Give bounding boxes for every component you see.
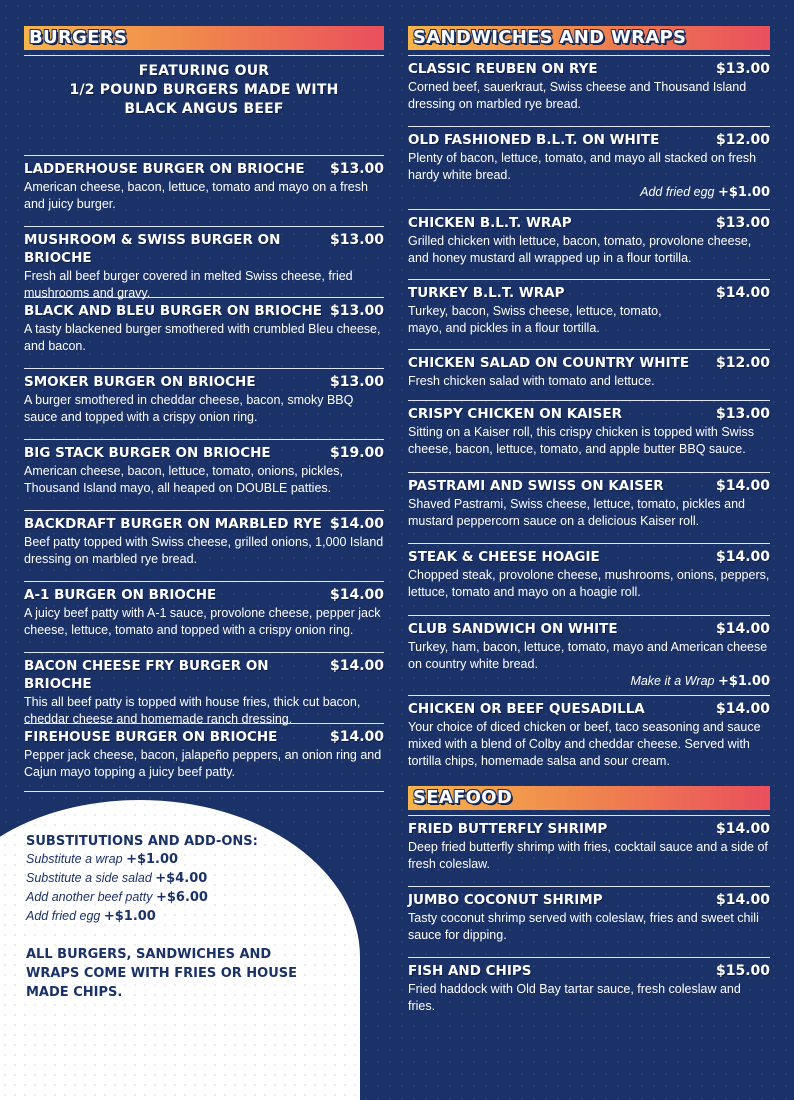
menu-item — [24, 724, 384, 792]
item-description: This all beef patty is topped with house fries, thick cut bacon, cheddar cheese and homemade ranch dressing. — [24, 695, 361, 726]
menu-item — [408, 958, 770, 1013]
item-price: $13.00 — [329, 232, 384, 248]
item-price: $13.00 — [329, 161, 384, 177]
item-name: SMOKER BURGER ON BRIOCHE — [24, 374, 256, 390]
item-price: $14.00 — [715, 549, 770, 565]
item-description: Chopped steak, provolone cheese, mushrooms, onions, peppers, lettuce, tomato and mayo on a hoagie roll. — [408, 568, 770, 599]
item-price: $12.00 — [715, 355, 770, 371]
item-description: American cheese, bacon, lettuce, tomato and mayo on a fresh and juicy burger. — [24, 180, 368, 211]
item-description: Turkey, ham, bacon, lettuce, tomato, mayo and American cheese on country white bread. — [408, 640, 768, 671]
substitution-line — [26, 907, 326, 926]
menu-item — [408, 473, 770, 544]
item-description: Fresh chicken salad with tomato and lettuce. — [408, 374, 655, 388]
substitution-line — [26, 850, 326, 869]
addon-price: +$1.00 — [717, 185, 770, 200]
menu-item — [408, 887, 770, 958]
item-name: FIREHOUSE BURGER ON BRIOCHE — [24, 729, 278, 745]
item-description: A juicy beef patty with A-1 sauce, provolone cheese, pepper jack cheese, lettuce, tomato and topped with a crispy onion ring. — [24, 606, 381, 637]
item-description: Corned beef, sauerkraut, Swiss cheese and Thousand Island dressing on marbled rye bread. — [408, 80, 747, 111]
item-name: BLACK AND BLEU BURGER ON BRIOCHE — [24, 303, 322, 319]
item-name: CHICKEN SALAD ON COUNTRY WHITE — [408, 355, 690, 371]
menu-item — [408, 56, 770, 127]
menu-item — [408, 401, 770, 473]
item-price: $14.00 — [715, 701, 770, 717]
featuring-text — [24, 62, 384, 119]
item-name: FRIED BUTTERFLY SHRIMP — [408, 821, 608, 837]
featuring-line: 1/2 POUND BURGERS MADE WITH — [69, 82, 339, 98]
menu-item — [408, 127, 770, 210]
item-name: TURKEY B.L.T. WRAP — [408, 285, 565, 301]
menu-item — [408, 350, 770, 401]
item-name: CHICKEN B.L.T. WRAP — [408, 215, 572, 231]
featuring-line: BLACK ANGUS BEEF — [124, 101, 284, 117]
item-price: $19.00 — [329, 445, 384, 461]
item-name: A-1 BURGER ON BRIOCHE — [24, 587, 217, 603]
menu-item — [408, 696, 770, 778]
item-price: $14.00 — [329, 516, 384, 532]
item-name: FISH AND CHIPS — [408, 963, 532, 979]
item-name: JUMBO COCONUT SHRIMP — [408, 892, 603, 908]
substitution-line — [26, 869, 326, 888]
menu-item — [408, 616, 770, 696]
seafood-header: SEAFOOD — [408, 786, 770, 810]
item-description: A burger smothered in cheddar cheese, bacon, smoky BBQ sauce and topped with a crispy onion ring. — [24, 393, 354, 424]
item-name: PASTRAMI AND SWISS ON KAISER — [408, 478, 664, 494]
item-price: $13.00 — [715, 406, 770, 422]
item-price: $13.00 — [329, 374, 384, 390]
item-price: $14.00 — [715, 478, 770, 494]
sides-note: ALL BURGERS, SANDWICHES AND WRAPS COME WITH FRIES OR HOUSE MADE CHIPS. — [26, 947, 298, 1000]
item-description: Sitting on a Kaiser roll, this crispy chicken is topped with Swiss cheese, bacon, lettuce, tomato, and apple butter BBQ sauce. — [408, 425, 754, 456]
substitution-label: Add fried egg — [26, 909, 101, 923]
item-description: Tasty coconut shrimp served with coleslaw, fries and sweet chili sauce for dipping. — [408, 911, 759, 942]
item-price: $12.00 — [715, 132, 770, 148]
menu-item — [408, 210, 770, 280]
addon-price: +$1.00 — [717, 674, 770, 689]
item-description: Your choice of diced chicken or beef, taco seasoning and sauce mixed with a blend of Colby and cheddar cheese. Served with tortilla chips, homemade salsa and sour cream. — [408, 720, 761, 768]
item-price: $15.00 — [715, 963, 770, 979]
addon-label: Make it a Wrap — [630, 674, 715, 688]
item-name: CHICKEN OR BEEF QUESADILLA — [408, 701, 645, 717]
menu-item — [24, 298, 384, 369]
item-description: A tasty blackened burger smothered with crumbled Bleu cheese, and bacon. — [24, 322, 381, 353]
menu-item — [24, 227, 384, 298]
item-name: LADDERHOUSE BURGER ON BRIOCHE — [24, 161, 305, 177]
substitution-price: +$1.00 — [126, 852, 179, 867]
menu-item — [408, 816, 770, 887]
item-description: Pepper jack cheese, bacon, jalapeño peppers, an onion ring and Cajun mayo topping a juicy beef patty. — [24, 748, 382, 779]
item-description: Plenty of bacon, lettuce, tomato, and mayo all stacked on fresh hardy white bread. — [408, 151, 757, 182]
item-price: $14.00 — [329, 587, 384, 603]
featuring-block — [24, 62, 384, 156]
sandwiches-section — [408, 26, 770, 1013]
item-price: $14.00 — [715, 285, 770, 301]
item-description: Beef patty topped with Swiss cheese, grilled onions, 1,000 Island dressing on marbled rye bread. — [24, 535, 384, 566]
menu-item — [24, 156, 384, 227]
substitution-line — [26, 888, 326, 907]
item-addon — [408, 673, 770, 690]
menu-item — [24, 582, 384, 653]
item-price: $14.00 — [715, 892, 770, 908]
menu-item — [24, 511, 384, 582]
item-description: Shaved Pastrami, Swiss cheese, lettuce, tomato, pickles and mustard peppercorn sauce on a delicious Kaiser roll. — [408, 497, 745, 528]
item-description: Turkey, bacon, Swiss cheese, lettuce, tomato, mayo, and pickles in a flour tortilla. — [408, 304, 662, 335]
item-price: $14.00 — [329, 658, 384, 674]
item-name: STEAK & CHEESE HOAGIE — [408, 549, 600, 565]
item-price: $14.00 — [715, 821, 770, 837]
item-name: OLD FASHIONED B.L.T. ON WHITE — [408, 132, 660, 148]
item-name: BIG STACK BURGER ON BRIOCHE — [24, 445, 271, 461]
item-price: $14.00 — [715, 621, 770, 637]
substitution-price: +$4.00 — [155, 871, 208, 886]
menu-item — [24, 369, 384, 440]
substitution-price: +$6.00 — [155, 890, 208, 905]
substitution-label: Add another beef patty — [26, 890, 153, 904]
item-price: $13.00 — [715, 215, 770, 231]
divider — [24, 55, 384, 56]
item-price: $14.00 — [329, 729, 384, 745]
substitutions-title: SUBSTITUTIONS AND ADD-ONS: — [26, 834, 258, 849]
item-description: Fresh all beef burger covered in melted Swiss cheese, fried mushrooms and gravy. — [24, 269, 353, 300]
menu-item — [408, 280, 770, 350]
item-name: CLASSIC REUBEN ON RYE — [408, 61, 598, 77]
menu-item — [408, 544, 770, 616]
item-description: Deep fried butterfly shrimp with fries, cocktail sauce and a side of fresh coleslaw. — [408, 840, 768, 871]
item-description: Fried haddock with Old Bay tartar sauce, fresh coleslaw and fries. — [408, 982, 741, 1013]
item-name: MUSHROOM & SWISS BURGER ON BRIOCHE — [24, 232, 281, 266]
item-description: Grilled chicken with lettuce, bacon, tomato, provolone cheese, and honey mustard all wrapped up in a flour tortilla. — [408, 234, 752, 265]
substitution-price: +$1.00 — [103, 909, 156, 924]
burgers-header: BURGERS — [24, 26, 384, 50]
item-addon — [408, 184, 770, 201]
substitutions-box — [26, 833, 326, 1002]
item-price: $13.00 — [715, 61, 770, 77]
menu-item — [24, 440, 384, 511]
item-name: BACON CHEESE FRY BURGER ON BRIOCHE — [24, 658, 269, 692]
burgers-section — [24, 26, 384, 792]
item-name: CLUB SANDWICH ON WHITE — [408, 621, 618, 637]
menu-item — [24, 653, 384, 724]
featuring-line: FEATURING OUR — [138, 63, 270, 79]
substitution-label: Substitute a wrap — [26, 852, 123, 866]
substitution-label: Substitute a side salad — [26, 871, 152, 885]
sandwiches-header: SANDWICHES AND WRAPS — [408, 26, 770, 50]
addon-label: Add fried egg — [640, 185, 715, 199]
item-price: $13.00 — [329, 303, 384, 319]
item-name: BACKDRAFT BURGER ON MARBLED RYE — [24, 516, 322, 532]
item-description: American cheese, bacon, lettuce, tomato, onions, pickles, Thousand Island mayo, all heaped on DOUBLE patties. — [24, 464, 343, 495]
item-name: CRISPY CHICKEN ON KAISER — [408, 406, 622, 422]
